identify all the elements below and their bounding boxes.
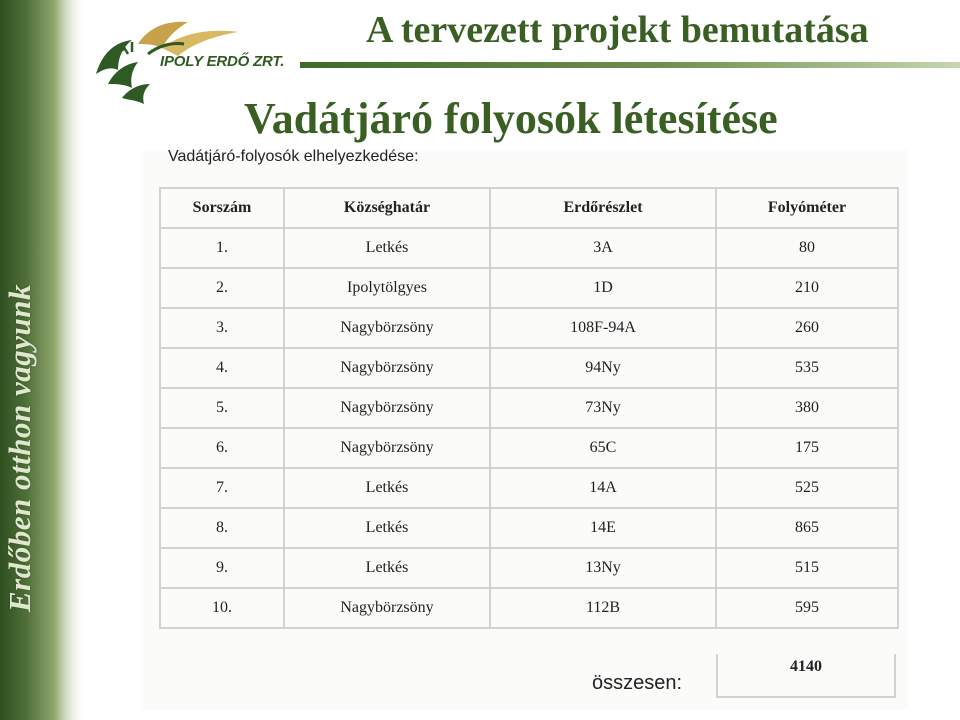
- cell-kozseghatar: Ipolytölgyes: [284, 268, 490, 308]
- cell-erdoreszlet: 13Ny: [490, 548, 716, 588]
- corridor-table: [159, 187, 899, 629]
- cell-sorszam: 2.: [160, 268, 284, 308]
- cell-kozseghatar: Nagybörzsöny: [284, 348, 490, 388]
- cell-folyometer: 260: [716, 308, 898, 348]
- logo-text: IPOLY ERDŐ ZRT.: [160, 53, 285, 70]
- cell-sorszam: 3.: [160, 308, 284, 348]
- page-subtitle: Vadátjáró folyosók létesítése: [244, 94, 778, 143]
- cell-kozseghatar: Nagybörzsöny: [284, 588, 490, 628]
- table-row: [160, 348, 898, 388]
- cell-kozseghatar: Letkés: [284, 508, 490, 548]
- cell-sorszam: 6.: [160, 428, 284, 468]
- cell-erdoreszlet: 94Ny: [490, 348, 716, 388]
- cell-erdoreszlet: 14E: [490, 508, 716, 548]
- cell-erdoreszlet: 14A: [490, 468, 716, 508]
- cell-kozseghatar: Nagybörzsöny: [284, 428, 490, 468]
- cell-sorszam: 4.: [160, 348, 284, 388]
- table-row: [160, 308, 898, 348]
- side-band: [0, 0, 84, 720]
- cell-sorszam: 10.: [160, 588, 284, 628]
- cell-folyometer: 865: [716, 508, 898, 548]
- column-header-erdoreszlet: Erdőrészlet: [490, 188, 716, 228]
- column-header-kozseghatar: Községhatár: [284, 188, 490, 228]
- cell-erdoreszlet: 73Ny: [490, 388, 716, 428]
- total-label: összesen:: [592, 672, 683, 694]
- cell-folyometer: 80: [716, 228, 898, 268]
- table-header-row: [160, 188, 898, 228]
- cell-kozseghatar: Letkés: [284, 548, 490, 588]
- cell-folyometer: 380: [716, 388, 898, 428]
- cell-sorszam: 1.: [160, 228, 284, 268]
- cell-erdoreszlet: 112B: [490, 588, 716, 628]
- table-row: [160, 508, 898, 548]
- table-row: [160, 548, 898, 588]
- total-value: 4140: [716, 654, 896, 698]
- column-header-folyometer: Folyóméter: [716, 188, 898, 228]
- table-row: [160, 388, 898, 428]
- table-row: [160, 228, 898, 268]
- table-row: [160, 268, 898, 308]
- cell-folyometer: 525: [716, 468, 898, 508]
- cell-kozseghatar: Nagybörzsöny: [284, 308, 490, 348]
- cell-sorszam: 8.: [160, 508, 284, 548]
- cell-folyometer: 515: [716, 548, 898, 588]
- table-row: [160, 428, 898, 468]
- cell-erdoreszlet: 65C: [490, 428, 716, 468]
- cell-folyometer: 175: [716, 428, 898, 468]
- cell-kozseghatar: Letkés: [284, 468, 490, 508]
- cell-sorszam: 9.: [160, 548, 284, 588]
- cell-folyometer: 535: [716, 348, 898, 388]
- cell-erdoreszlet: 108F-94A: [490, 308, 716, 348]
- cell-kozseghatar: Letkés: [284, 228, 490, 268]
- cell-folyometer: 595: [716, 588, 898, 628]
- cell-sorszam: 5.: [160, 388, 284, 428]
- side-slogan: Erdőben otthon vagyunk: [2, 284, 37, 612]
- cell-erdoreszlet: 3A: [490, 228, 716, 268]
- table-row: [160, 588, 898, 628]
- column-header-sorszam: Sorszám: [160, 188, 284, 228]
- table-row: [160, 468, 898, 508]
- page-title: A tervezett projekt bemutatása: [366, 9, 869, 51]
- cell-folyometer: 210: [716, 268, 898, 308]
- document-caption: Vadátjáró-folyosók elhelyezkedése:: [168, 148, 419, 165]
- cell-kozseghatar: Nagybörzsöny: [284, 388, 490, 428]
- header-divider: [300, 62, 960, 68]
- cell-sorszam: 7.: [160, 468, 284, 508]
- cell-erdoreszlet: 1D: [490, 268, 716, 308]
